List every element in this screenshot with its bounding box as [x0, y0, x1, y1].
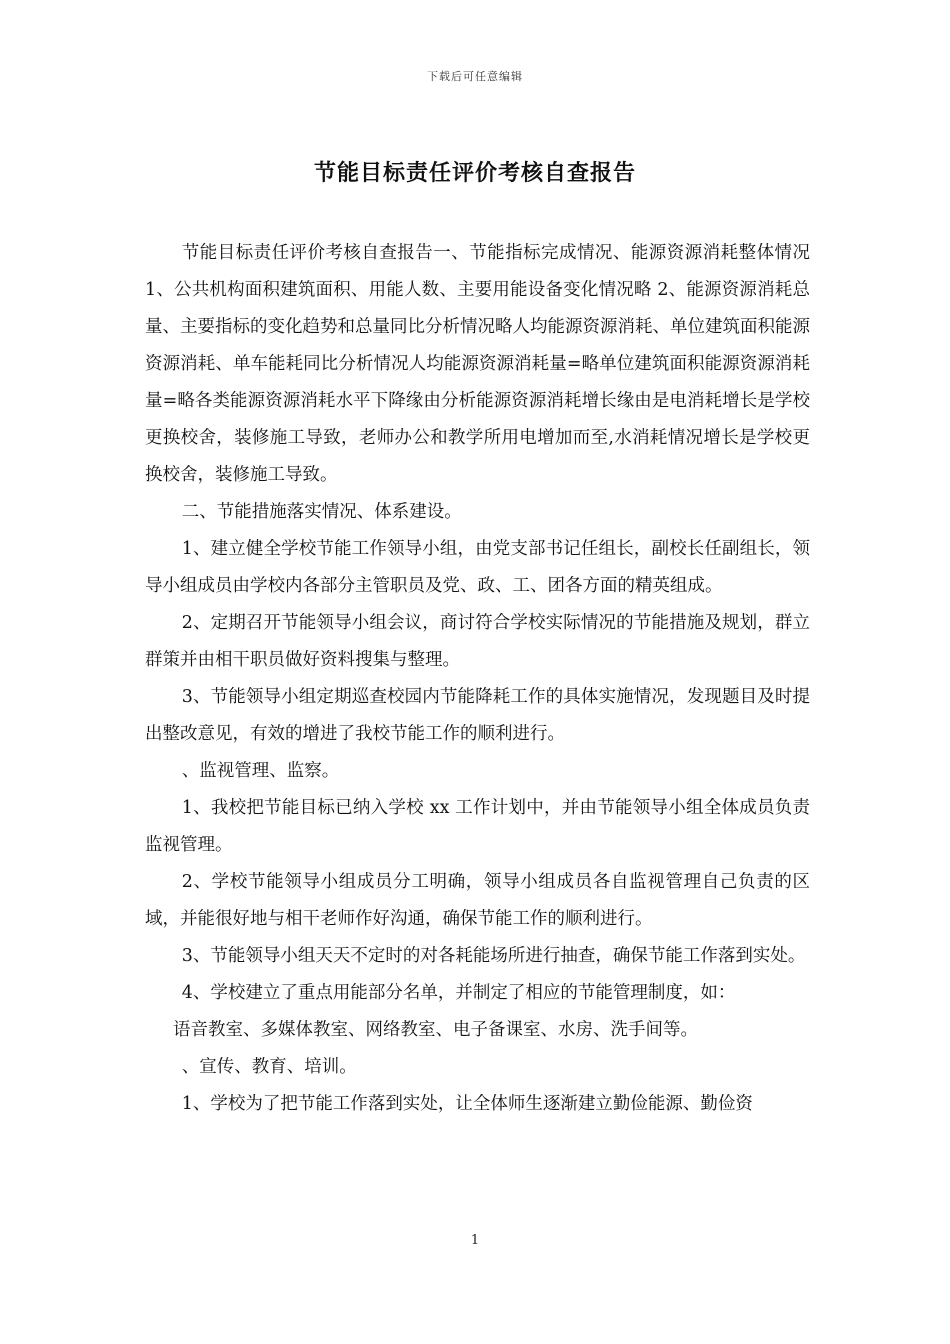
document-body — [145, 235, 810, 1123]
section-heading-training: 、宣传、教育、培训。 — [181, 1057, 357, 1077]
paragraph-list-rooms: 语音教室、多媒体教室、网络教室、电子备课室、水房、洗手间等。 — [173, 1020, 698, 1040]
paragraph-item: 3、节能领导小组天天不定时的对各耗能场所进行抽查，确保节能工作落到实处。 — [181, 946, 806, 966]
paragraph-overview: 节能目标责任评价考核自查报告一、节能指标完成情况、能源资源消耗整体情况 1、公共机构面积建筑面积、用能人数、主要用能设备变化情况略 2、能源资源消耗总量、主要指标的变化趋势和总量同比分析情况略人均能源资源消耗、单位建筑面积能源资源消耗、单车能耗同比分析情况人均能源资源消耗量=略单位建筑面积能源资源消耗量=略各类能源资源消耗水平下降缘由分析能源资源消耗增长缘由是电消耗增长是学校更换校舍，装修施工导致，老师办公和教学所用电增加而至,水消耗情况增长是学校更换校舍，装修施工导致。 — [145, 243, 810, 485]
paragraph-item: 3、节能领导小组定期巡查校园内节能降耗工作的具体实施情况，发现题目及时提出整改意见，有效的增进了我校节能工作的顺利进行。 — [145, 687, 810, 744]
paragraph-item: 2、学校节能领导小组成员分工明确，领导小组成员各自监视管理自己负责的区域，并能很好地与相干老师作好沟通，确保节能工作的顺利进行。 — [145, 872, 810, 929]
section-heading-supervision: 、监视管理、监察。 — [181, 761, 340, 781]
paragraph-item: 1、建立健全学校节能工作领导小组，由党支部书记任组长，副校长任副组长，领导小组成员由学校内各部分主管职员及党、政、工、团各方面的精英组成。 — [145, 539, 810, 596]
header-note: 下载后可任意编辑 — [427, 70, 523, 83]
paragraph-item: 1、我校把节能目标已纳入学校 xx 工作计划中，并由节能领导小组全体成员负责监视管理。 — [145, 798, 810, 855]
paragraph-item: 4、学校建立了重点用能部分名单，并制定了相应的节能管理制度，如： — [181, 983, 736, 1003]
page-number: 1 — [470, 1233, 480, 1248]
section-heading-measures: 二、节能措施落实情况、体系建设。 — [181, 502, 462, 522]
paragraph-item: 1、学校为了把节能工作落到实处，让全体师生逐渐建立勤俭能源、勤俭资 — [181, 1094, 753, 1114]
document-title: 节能目标责任评价考核自查报告 — [313, 161, 636, 186]
paragraph-item: 2、定期召开节能领导小组会议，商讨符合学校实际情况的节能措施及规划，群立群策并由相干职员做好资料搜集与整理。 — [145, 613, 810, 670]
